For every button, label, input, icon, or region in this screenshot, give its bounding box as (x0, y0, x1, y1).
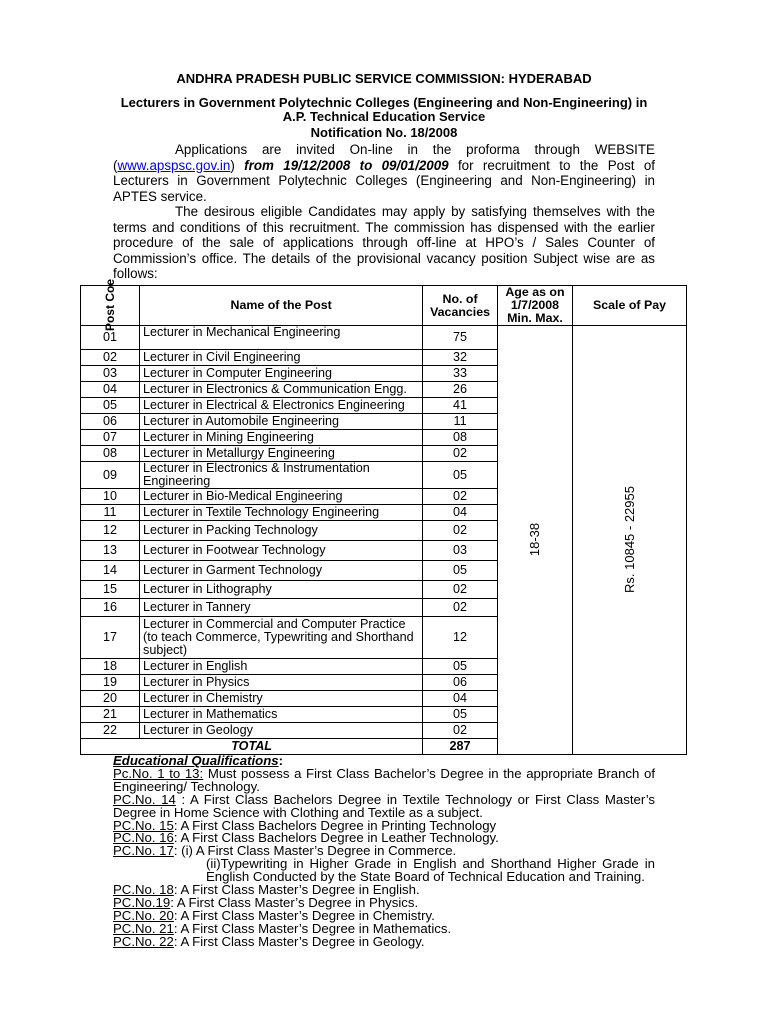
vacancies-cell: 05 (423, 707, 498, 723)
edu-item-label: PC.No. 18 (113, 882, 174, 898)
vacancies-cell: 26 (423, 382, 498, 398)
vacancies-cell: 32 (423, 350, 498, 366)
vacancies-cell: 02 (423, 521, 498, 541)
post-code-cell: 17 (81, 617, 140, 659)
post-code-cell: 19 (81, 675, 140, 691)
edu-item-text: : A First Class Master’s Degree in Geology. (173, 933, 425, 949)
edu-item-label: PC.No. 17 (113, 843, 174, 859)
post-code-cell: 11 (81, 505, 140, 521)
post-code-cell: 06 (81, 414, 140, 430)
post-code-cell: 02 (81, 350, 140, 366)
post-name-cell: Lecturer in Electronics & Communication Engg. (140, 382, 423, 398)
vacancies-cell: 12 (423, 617, 498, 659)
intro-paragraph-1 (113, 142, 655, 204)
post-code-cell: 10 (81, 489, 140, 505)
post-code-cell: 04 (81, 382, 140, 398)
website-link[interactable]: www.apspsc.gov.in (117, 157, 231, 173)
post-name-cell: Lecturer in Packing Technology (140, 521, 423, 541)
post-code-cell: 07 (81, 430, 140, 446)
intro-text-c: for recruitment to the Post of Lecturers in Government Polytechnic Colleges (Engineering and Non-Engineering) in APTES service. (113, 157, 656, 204)
edu-item (113, 858, 655, 884)
post-code-cell: 18 (81, 659, 140, 675)
vacancies-cell: 05 (423, 659, 498, 675)
vacancies-cell: 41 (423, 398, 498, 414)
edu-item-text: : A First Class Master’s Degree in Chemistry. (173, 907, 435, 923)
post-code-cell: 09 (81, 462, 140, 489)
educational-qualifications (113, 755, 655, 949)
edu-item (113, 933, 655, 949)
vacancies-cell: 02 (423, 581, 498, 599)
edu-item-text: : (i) A First Class Master’s Degree in Commerce. (173, 843, 457, 859)
post-name-cell: Lecturer in Electrical & Electronics Engineering (140, 398, 423, 414)
post-code-cell: 20 (81, 691, 140, 707)
post-name-cell: Lecturer in Tannery (140, 599, 423, 617)
post-name-cell: Lecturer in Garment Technology (140, 561, 423, 581)
edu-item-text: : A First Class Master’s Degree in Physics. (170, 894, 419, 910)
edu-item-text: Must possess a First Class Bachelor’s Degree in the appropriate Branch of Engineering/ Technology. (113, 765, 655, 794)
post-name-cell: Lecturer in Chemistry (140, 691, 423, 707)
post-code-cell: 05 (81, 398, 140, 414)
post-name-cell: Lecturer in Mechanical Engineering (140, 326, 423, 350)
post-code-cell: 13 (81, 541, 140, 561)
edu-item-label: PC.No. 22 (113, 933, 174, 949)
post-name-cell: Lecturer in Lithography (140, 581, 423, 599)
post-name-cell: Lecturer in Commercial and Computer Practice (to teach Commerce, Typewriting and Shorthand subject) (140, 617, 423, 659)
post-name-cell: Lecturer in Textile Technology Engineering (140, 505, 423, 521)
vacancies-cell: 02 (423, 599, 498, 617)
post-name-cell: Lecturer in Automobile Engineering (140, 414, 423, 430)
edu-item-label: PC.No.19 (113, 894, 171, 910)
post-name-cell: Lecturer in Geology (140, 723, 423, 739)
post-code-cell: 01 (81, 326, 140, 350)
post-name-cell: Lecturer in Electronics & Instrumentation Engineering (140, 462, 423, 489)
post-code-cell: 15 (81, 581, 140, 599)
post-code-cell: 21 (81, 707, 140, 723)
edu-item-label: PC.No. 14 (113, 791, 176, 807)
application-dates: from 19/12/2008 to 09/01/2009 (244, 157, 449, 173)
edu-item (113, 765, 655, 794)
intro-text-a: Applications are invited On-line in the proforma through WEBSITE ( (113, 142, 655, 173)
edu-item-text: : A First Class Bachelors Degree in Printing Technology (173, 817, 497, 833)
edu-item-text: (ii)Typewriting in Higher Grade in English and Shorthand Higher Grade in English Conducted by the State Board of Technical Education and Training. (206, 856, 655, 885)
vacancies-cell: 05 (423, 462, 498, 489)
post-name-cell: Lecturer in Mining Engineering (140, 430, 423, 446)
header-scale: Scale of Pay (573, 286, 687, 326)
edu-item (113, 791, 655, 820)
vacancies-cell: 04 (423, 505, 498, 521)
edu-item-label: PC.No. 21 (113, 920, 174, 936)
edu-item-label: PC.No. 20 (113, 907, 174, 923)
post-name-cell: Lecturer in English (140, 659, 423, 675)
commission-title: ANDHRA PRADESH PUBLIC SERVICE COMMISSION: HYDERABAD (176, 71, 592, 86)
vacancies-cell: 08 (423, 430, 498, 446)
vacancies-cell: 04 (423, 691, 498, 707)
post-name-cell: Lecturer in Metallurgy Engineering (140, 446, 423, 462)
edu-item-text: : A First Class Bachelors Degree in Textile Technology or First Class Master’s Degree in Home Science with Clothing and Textile as a subject. (113, 791, 655, 820)
edu-item-text: : A First Class Master’s Degree in English. (173, 882, 420, 898)
total-label: TOTAL (81, 739, 423, 755)
table-row (81, 326, 687, 350)
header-vacancies: No. of Vacancies (423, 286, 498, 326)
vacancies-cell: 02 (423, 489, 498, 505)
vacancies-cell: 03 (423, 541, 498, 561)
vacancies-cell: 02 (423, 723, 498, 739)
post-name-cell: Lecturer in Bio-Medical Engineering (140, 489, 423, 505)
age-range-text: 18-38 (527, 522, 543, 557)
edu-item-label: PC.No. 16 (113, 830, 174, 846)
edu-item-text: : A First Class Bachelors Degree in Leather Technology. (173, 830, 499, 846)
vacancies-cell: 06 (423, 675, 498, 691)
intro-paragraph-2: The desirous eligible Candidates may apply by satisfying themselves with the terms and conditions of this recruitment. The commission has dispensed with the earlier procedure of the sale of applications through off-line at HPO’s / Sales Counter of Commission’s office. The details of the provisional vacancy position Subject wise are as follows: (113, 204, 655, 282)
age-range-cell (497, 326, 572, 755)
post-code-cell: 03 (81, 366, 140, 382)
pay-scale-text: Rs. 10845 - 22955 (622, 486, 637, 593)
table-header-row (81, 286, 687, 326)
post-name-cell: Lecturer in Civil Engineering (140, 350, 423, 366)
edu-title: Educational Qualifications (113, 753, 279, 768)
post-name-cell: Lecturer in Footwear Technology (140, 541, 423, 561)
vacancy-table (80, 278, 687, 755)
header-age: Age as on 1/7/2008 Min. Max. (497, 286, 572, 326)
pay-scale-cell (573, 326, 687, 755)
edu-item-label: Pc.No. 1 to 13: (113, 765, 204, 781)
post-name-cell: Lecturer in Computer Engineering (140, 366, 423, 382)
post-name-cell: Lecturer in Physics (140, 675, 423, 691)
post-code-cell: 22 (81, 723, 140, 739)
header-post-code: Post Coe (81, 286, 140, 326)
edu-item-label: PC.No. 15 (113, 817, 174, 833)
header-post-name: Name of the Post (140, 286, 423, 326)
vacancies-cell: 05 (423, 561, 498, 581)
total-value: 287 (423, 739, 498, 755)
post-code-cell: 08 (81, 446, 140, 462)
notification-number: Notification No. 18/2008 (310, 125, 458, 140)
post-code-cell: 14 (81, 561, 140, 581)
vacancies-cell: 33 (423, 366, 498, 382)
edu-title-colon: : (278, 753, 284, 768)
vacancies-cell: 75 (423, 326, 498, 350)
vacancies-cell: 02 (423, 446, 498, 462)
post-code-cell: 12 (81, 521, 140, 541)
vacancies-cell: 11 (423, 414, 498, 430)
intro-text-b: ) (230, 157, 245, 173)
edu-items (113, 765, 655, 949)
notification-subtitle: Lecturers in Government Polytechnic Colleges (Engineering and Non-Engineering) in A.P. Technical Education Service (120, 95, 648, 124)
edu-item-text: : A First Class Master’s Degree in Mathematics. (173, 920, 452, 936)
post-name-cell: Lecturer in Mathematics (140, 707, 423, 723)
post-code-cell: 16 (81, 599, 140, 617)
